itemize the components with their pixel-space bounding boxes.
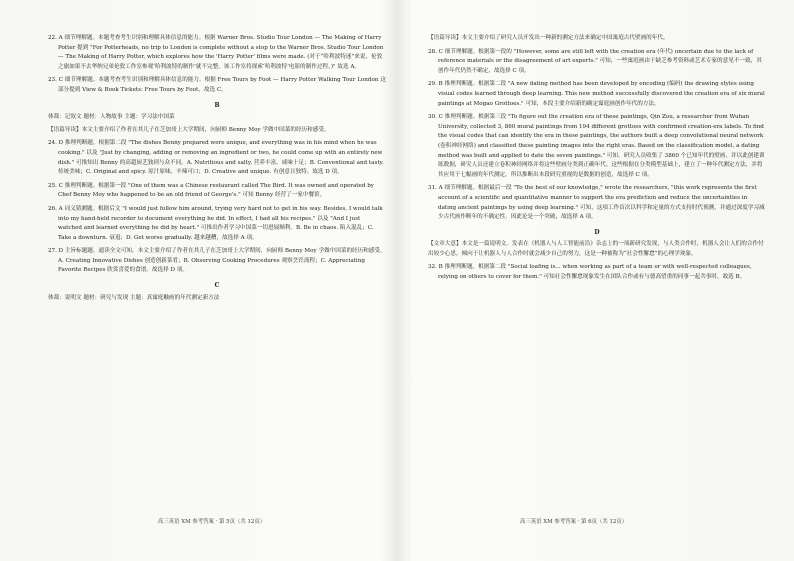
page-left [48, 34, 386, 306]
answer-30: 30. C 推理判断题。根据第三段 "To figure out the creation era of these paintings, Qin Zou, a researcher from Wuhan University, collected 3, 860 mural paintings from 194 different grottoes with confirmed creation-era labels. To find the visual codes that can identify the era in these paintings, the authors built a deep convolutional neural network (卷积神经网络) and classified these painting images into the right eras. Based on the classification model, a dating method was built and applied to date the seven paintings." 可知，研究人员收集了 3860 个已知年代的壁画，并以此创建训练数据，研究人员还建立卷积神经网络并将这些壁画分类到正确年代。这些根据在分类模型基础上，建立了一种年代测定方法，并将其应用于七幅画的年代测定。所以推断出本段研究重视的是数据的创造，故选择 C 项。 [428, 114, 765, 178]
answer-24: 24. D 推理判断题。根据第二段 "The dishes Benny prepared were unique, and everything was in his mind when he was cooking." 以及 "Just by changing, adding or removing an ingredient or two, he could come up with an entirely new dish." 可推知出 Benny 的高超厨艺独到与众不同。A. Nutritious and salty. 营养丰富，咸味十足；B. Conventional and tasty. 传统美味；C. Original and spicy. 原汁原味，辛辣可口；D. Creative and unique. 有创意且独特。故选 D 项。 [48, 140, 384, 176]
answer-29: 29. B 推理判断题。根据第二段 "A new dating method has been developed by encoding (编码) the drawing styles using visual codes learned through deep learning. This new method successfully discovered the creation era of six mural paintings at Mogao Grottoes." 可知，本段主要介绍新的确定寓庭画创作年代的方法。 [428, 81, 765, 107]
answer-27: 27. D 主旨标题题。通读全文可知，本文主要介绍了作者在其儿子在芝加哥上大学期间，向厨师 Benny Moy 学做中国菜的经历和感受。A. Creating Innovative Dishes 创造创新菜肴；B. Observing Cooking Procedures 观察烹饪流程；C. Appreciating Favorite Recipes 欣赏喜爱的食谱。故选择 D 项。 [48, 248, 386, 274]
section-c-heading: C [214, 282, 220, 290]
page-left-footer: 高三英语 XM 参考答案 · 第 5页（共 12页） [158, 519, 266, 525]
section-b-meta: 体裁：记叙文 题材：人物故事 主题：学习法中国菜 [48, 114, 175, 121]
section-d-heading: D [594, 228, 600, 236]
answer-26: 26. A 词义猜测题。根据后文 "I would just follow him around, trying very hard not to get in his way. Besides, I would talk into my hand-held recorder to document everything he did. In effect, I had all his recipes." 以及 "And I just watched and learned everything he did by heart." 可推出作者学习中国菜一切进展顺利。B. Be in chaos. 陷入混乱；C. Take a downturn. 衰退；D. Get worse gradually. 越来越糟，故选择 A 项。 [48, 205, 383, 241]
section-b-guide: 【语篇导读】本文主要介绍了作者在其儿子在芝加哥上大学期间，向厨师 Benny Moy 学做中国菜的经历和感受。 [48, 126, 330, 133]
section-c-meta: 体裁：说明文 题材：研究与发现 主题：真寓庭触画的年代测定新方法 [48, 294, 220, 301]
answer-23: 23. C 细节理解题。本题考查考生识别和理解具体信息的能力。根据 Free Tours by Foot — Harry Potter Walking Tour London 这部分提到 View & Book Tickets: Free Tours by Foot，故选 C。 [48, 77, 386, 93]
section-b-heading: B [214, 101, 220, 109]
answer-32: 32. B 推理判断题。根据第二段 "Social loafing is... when working as part of a team or with well-respected colleagues, relying on others to cover for them." 可知社会性懈怠现象发生在团队合作或有与德高望重的同事一起共事时，故选 B。 [428, 264, 752, 281]
answer-28: 28. C 细节理解题。根据第一段的 "However, some are still left with the creation era (年代) uncertain due to the lack of reference materials or the disagreement of art experts." 可知，一些寓庭画由于缺乏参考资料或艺术专家的意见不一致，其创作年代仍然不确定，故选择 C 项。 [428, 48, 762, 74]
answer-25: 25. C 推理判断题。根据第一段 "One of them was a Chinese restaurant called The Bird. It was owned and operated by Chef Benny Moy who happened to be an old friend of George's." 可知 Benny 经营了一家中餐馆。 [48, 182, 374, 199]
page-right-footer: 高三英语 XM 参考答案 · 第 6页（共 12页） [520, 519, 628, 525]
answer-31: 31. A 细节理解题。根据最后一段 "To the best of our knowledge," wrote the researchers, "this work represents the first account of a scientific and quantitative manner to support the era prediction and reduce the uncertainties in dating ancient paintings by using deep learning." 可知，这项工作首次以科学和定量的方式支持时代预测，并通过深度学习减少古代画作断年的不确定性。因此论是一个突破，故选择 A 项。 [428, 185, 765, 221]
section-d-guide: 【文章大意】本文是一篇说明文。发表在《机器人与人工智能前沿》杂志上的一项新研究发现，与人类合作时，机器人会让人们的合作付出较少心思，倾向于让机器人与人合作时就会减少自己的努力，这是一种被称为“社会性懈怠”的心理学现象。 [428, 241, 764, 257]
page-right [428, 34, 766, 287]
section-c-guide: 【语篇导读】本文主要介绍了研究人员开发出一种新的测定方法来确定中国寓庭古代壁画的年代。 [428, 35, 669, 41]
answer-22: 22. A 细节理解题。本题考查考生识别和理解具体信息的能力。根据 Warner Bros. Studio Tour London — The Making of Harry Potter 提到 "For Potterheads, no trip to London is complete without a stop to the Warner Bros. Studio Tour London — The Making of Harry Potter, which explores how the 'Harry Potter' films were made. (对于“哈利波特迷”来说，伦敦之旅如果不去华纳兄弟伦敦工作室参观‘哈利波特的制作’就不完整，该工作室将探索‘哈利波特’电影的制作过程。)" 故选 A。 [48, 35, 384, 70]
